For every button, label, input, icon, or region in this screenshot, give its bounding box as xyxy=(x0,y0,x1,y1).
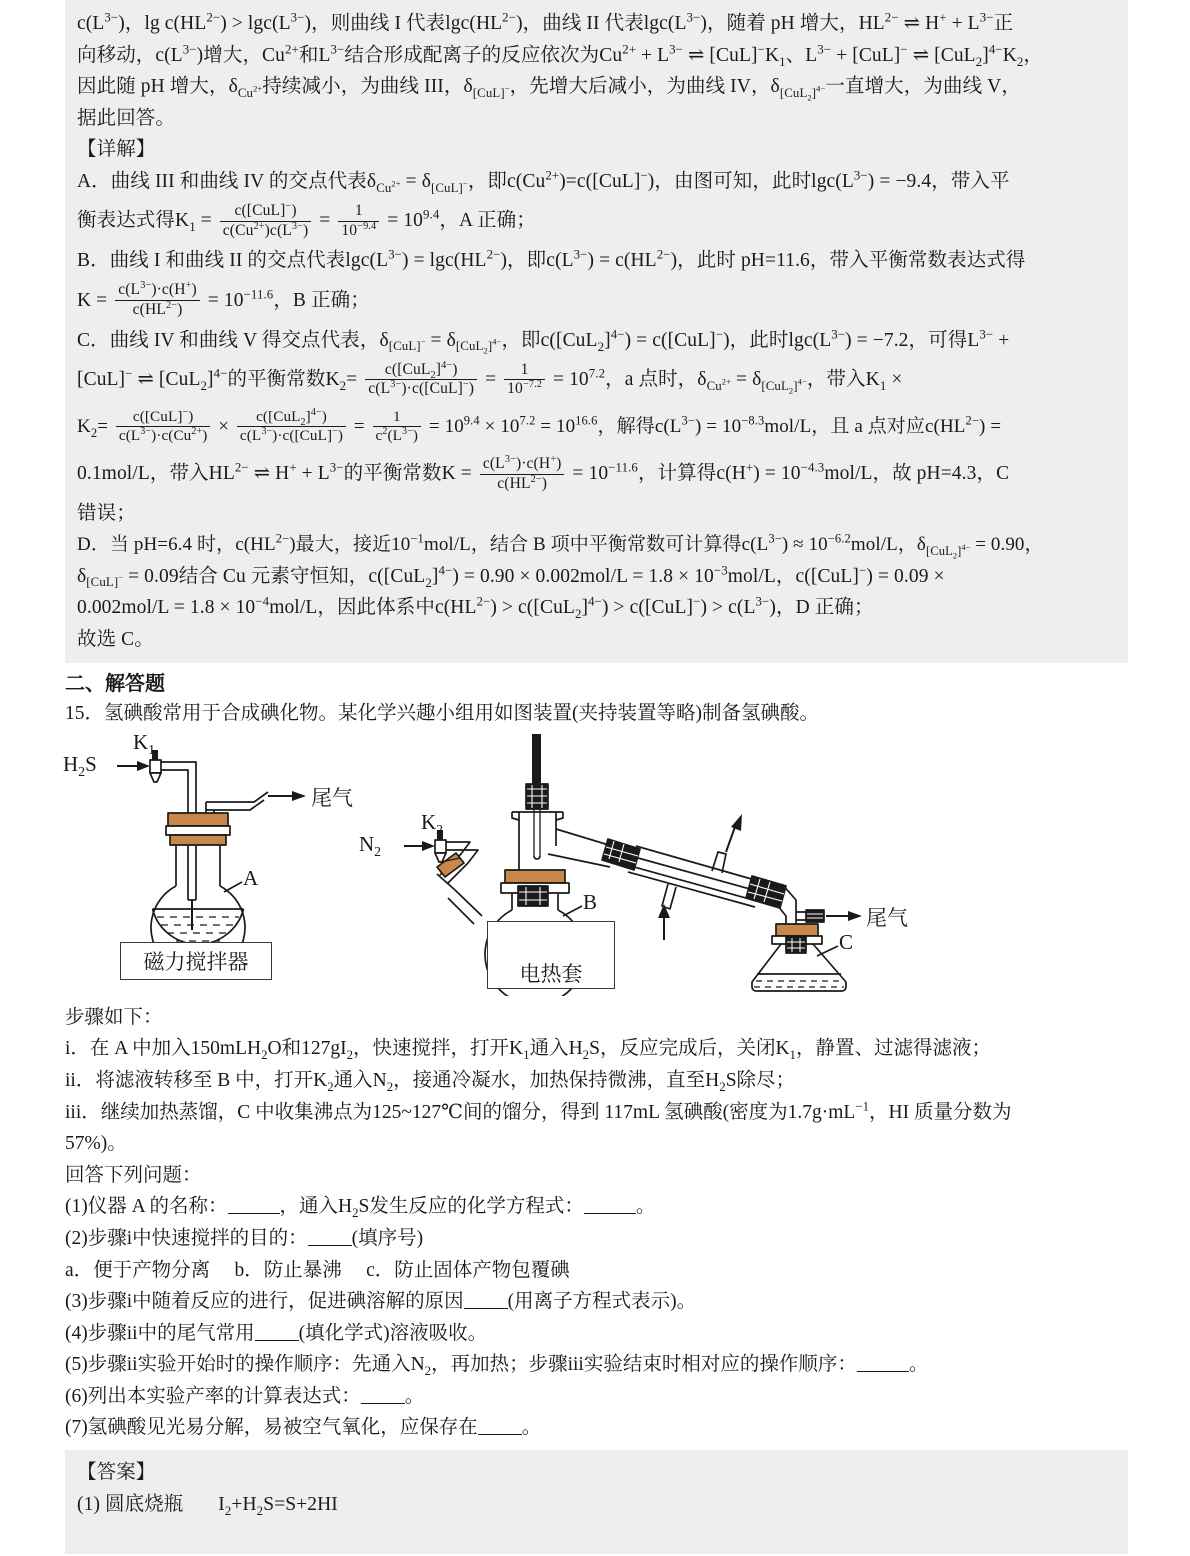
section-title: 二、解答题 xyxy=(65,673,165,696)
answer-block xyxy=(65,1450,1128,1554)
detail-header: 【详解】 xyxy=(77,139,156,161)
answer-blank-2[interactable] xyxy=(308,1226,352,1246)
label-tailgas-right: 尾气 xyxy=(866,906,908,930)
option-d-line-2: $\delta_{[CuL]^-} = 0.09$结合 Cu 元素守恒知，$c([CuL_2]^{4-}) = 0.90 \times 0.002mol/L = 1.8 \times 10^{-3}mol/L$，c([CuL]−) = 0.09 × xyxy=(77,563,945,590)
label-heating-mantle: 电热套 xyxy=(487,921,615,989)
label-h2s: $H_2S$ xyxy=(63,751,97,780)
flask-b-side-neck-outer xyxy=(455,890,482,916)
option-d-line-3: $0.002mol/L = 1.8 \times 10^{-4}mol/L$，因此体系中$c(HL^{2-}) > c([CuL_2]^{4-}) > c([CuL]^-) > c(L^{3-})$，D 正确； xyxy=(77,594,874,622)
water-outlet-arrow xyxy=(726,814,742,852)
fraction-denominator: $c(L^{3-})\cdot c([CuL]^-)$ xyxy=(365,379,477,398)
tail-gas-arrow-right xyxy=(826,911,862,921)
ground-joint-b xyxy=(518,886,548,906)
answer-blank-5[interactable] xyxy=(857,1353,909,1373)
option-a-line-2: 衡表达式得$K_1$ = $\frac{c([CuL]^-)}{c(Cu^{2+})c(L^{3-})}$ = $\frac{1}{10^{-9.4}}$ = $10^{9.4}$，A 正确； xyxy=(77,200,536,239)
condenser-jacket-bottom xyxy=(628,872,755,907)
sub-question-1: (1)仪器 A 的名称： ，通入$H_2S$发生反应的化学方程式： 。 xyxy=(65,1196,656,1221)
n2-inlet-arrow xyxy=(404,841,435,851)
step-ii: ii．将滤液转移至 B 中，打开$K_2$通入$N_2$，接通冷凝水，加热保持微沸，直至$H_2S$除尽； xyxy=(65,1070,796,1094)
option-b-line-2: K = $\frac{c(L^{3-})\cdot c(H^+)}{c(HL^{2-})}$ = $10^{-11.6}$，B 正确； xyxy=(77,280,370,318)
cork-c-upper xyxy=(776,924,818,936)
fraction-denominator: $10^{-9.4}$ xyxy=(338,221,379,240)
flask-a-liquid xyxy=(157,917,239,941)
fraction-c1 xyxy=(116,408,211,445)
option-c-line-1: C．曲线 IV 和曲线 V 得交点代表，$\delta_{[CuL]^-} = \delta_{[CuL_2]^{4-}}$，即$c([CuL_2]^{4-}) = c([CuL]^-)$，此时$\lg c(L^{3-}) = -7.2$，可得$L^{3-}$ + xyxy=(77,327,1010,357)
condenser-jacket-top xyxy=(636,846,762,882)
sub-question-2-options: a．便于产物分离 b．防止暴沸 c．防止固体产物包覆碘 xyxy=(65,1259,570,1281)
step-iii: iii．继续加热蒸馏，C 中收集沸点为125~127℃间的馏分，得到 117mL 氢碘酸(密度为$1.7g\cdot mL^{-1}$，HI 质量分数为 xyxy=(65,1099,1012,1123)
option-c-line-2: [CuL]− ⇌ $[CuL_2]^{4-}$的平衡常数$K_2=$ $\frac{c([CuL_2]^{4-})}{c(L^{3-})\cdot c([CuL]^-)}$ = $\frac{1}{10^{-7.2}}$ = $10^{7.2}$，a 点时，$\delta_{Cu^{2+}} = \delta_{[CuL_2]^{4-}}$，带入$K_1$ × xyxy=(77,359,903,398)
h2s-inlet-arrow xyxy=(117,761,150,771)
label-leader-b xyxy=(563,906,582,916)
fraction-numerator: c([CuL]−) xyxy=(132,407,194,426)
step-i: i．在 A 中加入150mLH$_2$O和$127gI_2$，快速搅拌，打开$K_1$通入$H_2S$，反应完成后，关闭$K_1$，静置、过滤得滤液； xyxy=(65,1038,991,1063)
flask-b-side-neck-inner xyxy=(448,898,474,924)
steps-header: 步骤如下： xyxy=(65,1006,163,1028)
label-k2: $K_2$ xyxy=(421,809,444,838)
cork-a-lower xyxy=(170,835,226,845)
label-leader-a xyxy=(224,882,242,892)
fraction-c2 xyxy=(237,408,346,445)
option-a-line-1: A．曲线 III 和曲线 IV 的交点代表$\delta_{Cu^{2+}} = \delta_{[CuL]^-}$，即$c(Cu^{2+})=c([CuL]^-)$，由图可知，此时$\lg c(L^{3-}) = -9.4$，带入平 xyxy=(77,168,1010,195)
label-c: C xyxy=(839,929,854,954)
explanation-line-1: $c(L^{3-})$，$\lg c(HL^{2-}) > \lg c(L^{3-})$，则曲线 I 代表$\lg c(HL^{2-})$，曲线 II 代表$\lg c(L^{3-})$，随着 pH 增大，$HL^{2-}$ ⇌ $H^+ + L^{3-}$正 xyxy=(77,10,1014,34)
question-15-stem: 15．氢碘酸常用于合成碘化物。某化学兴趣小组用如图装置(夹持装置等略)制备氢碘酸。 xyxy=(65,703,819,725)
label-a: A xyxy=(243,865,259,890)
fraction-numerator: $c(L^{3-})\cdot c(H^+)$ xyxy=(118,280,197,299)
option-b-line-1: B．曲线 I 和曲线 II 的交点代表$\lg c(L^{3-}) = \lg c(HL^{2-})$，即$c(L^{3-}) = c(HL^{2-})$，此时 pH=11.6，带入平衡常数表达式得 xyxy=(77,247,1026,272)
fraction-denominator: $c^2(L^{3-})$ xyxy=(373,426,422,445)
ground-joint-vent xyxy=(806,910,824,922)
adapter-inner xyxy=(778,906,786,924)
fraction-denominator: $c(Cu^{2+})c(L^{3-})$ xyxy=(220,221,312,240)
sub-question-2: (2)步骤i中快速搅拌的目的： (填序号) xyxy=(65,1227,424,1249)
fraction-numerator: 1 xyxy=(520,360,529,378)
label-k1: $K_1$ xyxy=(133,729,156,758)
tail-gas-arrow-left xyxy=(268,791,306,801)
fraction-k1 xyxy=(220,202,312,240)
fraction-c4 xyxy=(480,455,565,493)
fraction-denominator: $c(HL^{2-})$ xyxy=(115,300,200,319)
fraction-denominator: $c(L^{3-})\cdot c([CuL]^-)$ xyxy=(237,426,346,445)
sub-question-3: (3)步骤i中随着反应的进行，促进碘溶解的原因 (用离子方程式表示)。 xyxy=(65,1291,697,1313)
option-c-line-5: 错误； xyxy=(77,503,136,525)
label-tailgas-left: 尾气 xyxy=(311,786,353,810)
fraction-numerator: $c([CuL_2]^{4-})$ xyxy=(256,407,327,429)
fraction-numerator: 1 xyxy=(354,202,363,220)
answer-blank-7[interactable] xyxy=(478,1416,522,1436)
flask-a-collar xyxy=(166,826,230,835)
fraction-numerator: c([CuL]−) xyxy=(234,200,297,220)
answer-blank-1a[interactable] xyxy=(228,1195,280,1215)
head-sidearm-bottom xyxy=(548,854,610,867)
fraction-k2-b xyxy=(504,361,545,399)
label-magnetic-stirrer: 磁力搅拌器 xyxy=(120,942,272,980)
ground-joint-condenser-right xyxy=(746,876,786,908)
head-sidearm-top xyxy=(556,829,612,846)
fraction-numerator: $c([CuL_2]^{4-})$ xyxy=(384,359,458,381)
water-inlet-arrow xyxy=(658,904,670,940)
fraction-k2 xyxy=(365,361,477,399)
condenser-inner-bottom xyxy=(634,867,764,903)
flask-c-liquid xyxy=(754,981,844,987)
ground-joint-condenser-left xyxy=(602,839,640,870)
ground-joint-c xyxy=(786,937,806,953)
ground-joint-thermometer xyxy=(526,784,548,809)
option-c-line-4: 0.1mol/L，带入$HL^{2-}$ ⇌ $H^+ + L^{3-}$的平衡常数K = $\frac{c(L^{3-})\cdot c(H^+)}{c(HL^{2-})}$ = $10^{-11.6}$，计算得$c(H^+) = 10^{-4.3}mol/L$，故 pH=4.3，C xyxy=(77,453,1010,492)
fraction-denominator: $10^{-7.2}$ xyxy=(504,379,545,398)
answer-line-1: (1) 圆底烧瓶 $I_2+H_2S=S+2HI$ xyxy=(77,1493,338,1518)
sub-question-5: (5)步骤ii实验开始时的操作顺序：先通入$N_2$，再加热；步骤iii实验结束时相对应的操作顺序： 。 xyxy=(65,1354,929,1379)
label-b: B xyxy=(583,889,598,914)
explanation-line-3: 因此随 pH 增大，$\delta_{Cu^{2+}}$持续减小，为曲线 III，$\delta_{[CuL]^-}$，先增大后减小，为曲线 IV，$\delta_{[CuL_2]^{4-}}$一直增大，为曲线 V， xyxy=(77,76,1021,103)
fraction-numerator: 1 xyxy=(392,408,401,426)
answer-prompt: 回答下列问题： xyxy=(65,1164,202,1186)
answer-blank-4[interactable] xyxy=(255,1321,299,1341)
fraction-numerator: $c(L^{3-})\cdot c(H^+)$ xyxy=(482,453,562,473)
explanation-line-2: 向移动，$c(L^{3-})$增大，$Cu^{2+}$和$L^{3-}$结合形成配离子的反应依次为$Cu^{2+} + L^{3-}$ ⇌ $[CuL]^-K_1$、$L^{3-} + [CuL]^-$ ⇌ $[CuL_2]^{4-}K_2$， xyxy=(77,42,1044,69)
cork-a-upper xyxy=(168,813,228,826)
step-iii-cont: 57%)。 xyxy=(65,1133,127,1155)
fraction-k1-b xyxy=(338,202,379,240)
answer-blank-3[interactable] xyxy=(464,1290,508,1310)
option-d-line-1: D．当 pH=6.4 时，$c(HL^{2-})$最大，接近$10^{-1}mol/L$，结合 B 项中平衡常数可计算得$c(L^{3-}) \approx 10^{-6.2}mol/L$，$\delta_{[CuL_2]^{4-}} = 0.90$， xyxy=(77,531,1044,561)
option-c-line-3: $K_2=$ $\frac{c([CuL]^-)}{c(L^{3-})\cdot c(Cu^{2+})}$ × $\frac{c([CuL_2]^{4-})}{c(L^{3-})\cdot c([CuL]^-)}$ = $\frac{1}{c^2(L^{3-})}$ = $10^{9.4} \times 10^{7.2} = 10^{16.6}$，解得$c(L^{3-}) = 10^{-8.3}mol/L$，且 a 点对应$c(HL^{2-})$ = xyxy=(77,407,1002,445)
answer-header: 【答案】 xyxy=(77,1461,156,1483)
answer-blank-6[interactable] xyxy=(361,1384,405,1404)
explanation-conclusion: 故选 C。 xyxy=(77,628,154,650)
apparatus-diagram xyxy=(0,729,1190,996)
sub-question-7: (7)氢碘酸见光易分解，易被空气氧化，应保存在 。 xyxy=(65,1417,542,1439)
fraction-denominator: $c(L^{3-})\cdot c(Cu^{2+})$ xyxy=(116,426,211,445)
cork-b-upper xyxy=(505,870,565,883)
tail-gas-tube-outer xyxy=(206,792,268,802)
explanation-block xyxy=(65,0,1128,663)
sub-question-4: (4)步骤ii中的尾气常用 (填化学式)溶液吸收。 xyxy=(65,1322,488,1344)
explanation-line-4: 据此回答。 xyxy=(77,107,176,129)
fraction-kb xyxy=(115,281,200,319)
sub-question-6: (6)列出本实验产率的计算表达式： 。 xyxy=(65,1385,425,1407)
answer-blank-1b[interactable] xyxy=(584,1195,636,1215)
fraction-c3 xyxy=(373,408,422,445)
label-n2: $N_2$ xyxy=(359,831,382,860)
thermometer-stem xyxy=(532,734,541,784)
fraction-denominator: $c(HL^{2-})$ xyxy=(480,474,565,493)
